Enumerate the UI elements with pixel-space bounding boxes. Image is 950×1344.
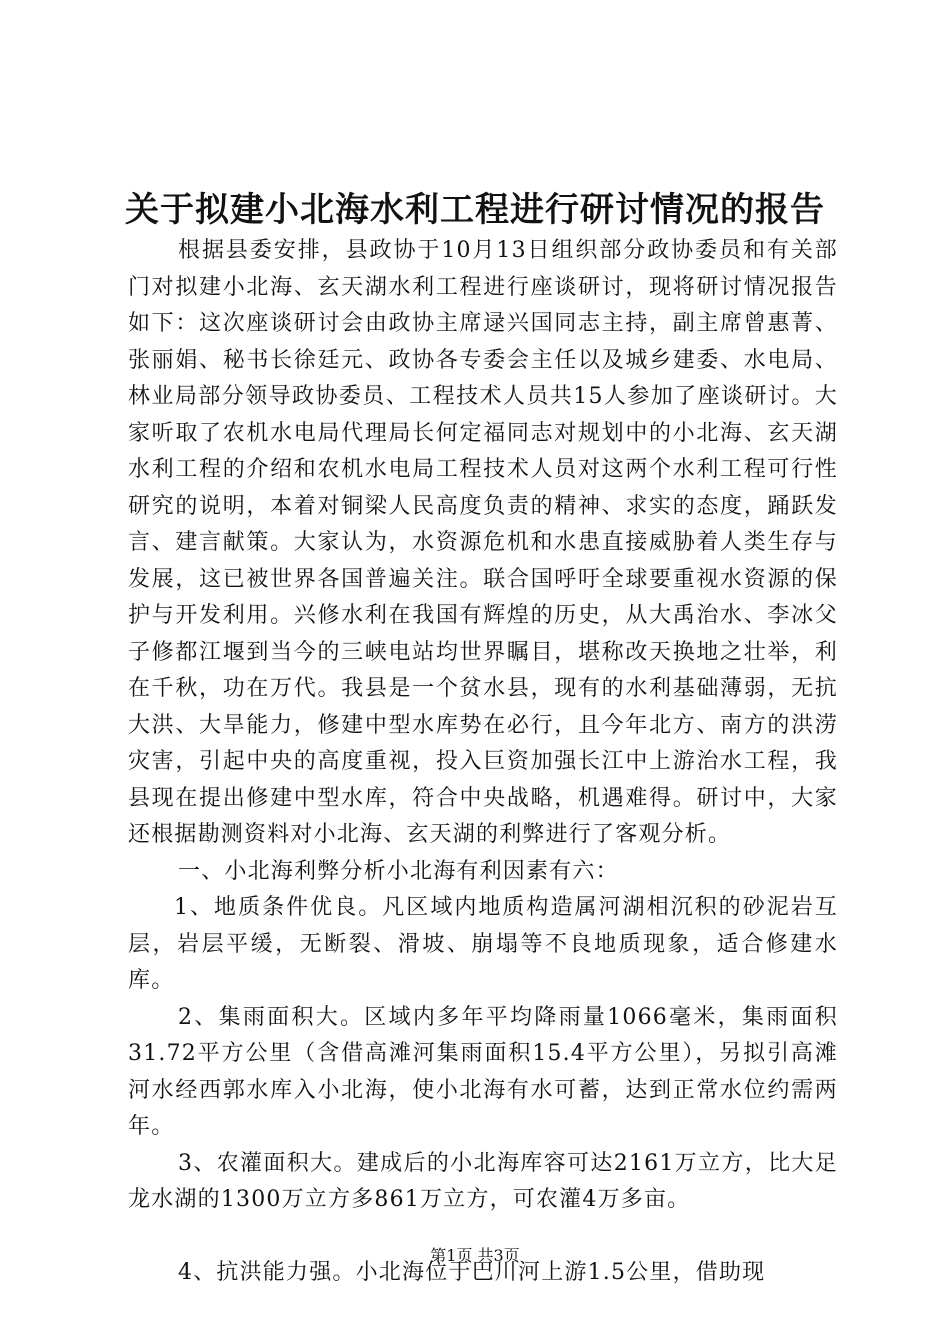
page-footer: 第1页 共3页 xyxy=(430,1246,520,1265)
document-body xyxy=(128,233,838,1291)
paragraph-section-heading: 一、小北海利弊分析小北海有利因素有六： xyxy=(178,858,619,884)
document-title: 关于拟建小北海水利工程进行研讨情况的报告 xyxy=(125,190,825,230)
paragraph-item-2: 2、集雨面积大。区域内多年平均降雨量1066毫米，集雨面积31.72平方公里（含借高滩河集雨面积15.4平方公里），另拟引高滩河水经西郭水库入小北海，使小北海有水可蓄，达到正常水位约需两年。 xyxy=(128,1004,838,1139)
paragraph-item-3: 3、农灌面积大。建成后的小北海库容可达2161万立方，比大足龙水湖的1300万立方多861万立方，可农灌4万多亩。 xyxy=(128,1150,838,1212)
paragraph-item-1: 1、地质条件优良。凡区域内地质构造属河湖相沉积的砂泥岩互层，岩层平缓，无断裂、滑坡、崩塌等不良地质现象，适合修建水库。 xyxy=(128,895,838,993)
paragraph-intro: 根据县委安排，县政协于10月13日组织部分政协委员和有关部门对拟建小北海、玄天湖水利工程进行座谈研讨，现将研讨情况报告如下：这次座谈研讨会由政协主席逯兴国同志主持，副主席曾惠菁、张丽娟、秘书长徐廷元、政协各专委会主任以及城乡建委、水电局、林业局部分领导政协委员、工程技术人员共15人参加了座谈研讨。大家听取了农机水电局代理局长何定福同志对规划中的小北海、玄天湖水利工程的介绍和农机水电局工程技术人员对这两个水利工程可行性研究的说明，本着对铜梁人民高度负责的精神、求实的态度，踊跃发言、建言献策。大家认为，水资源危机和水患直接威胁着人类生存与发展，这已被世界各国普遍关注。联合国呼吁全球要重视水资源的保护与开发利用。兴修水利在我国有辉煌的历史，从大禹治水、李冰父子修都江堰到当今的三峡电站均世界瞩目，堪称改天换地之壮举，利在千秋，功在万代。我县是一个贫水县，现有的水利基础薄弱，无抗大洪、大旱能力，修建中型水库势在必行，且今年北方、南方的洪涝灾害，引起中央的高度重视，投入巨资加强长江中上游治水工程，我县现在提出修建中型水库，符合中央战略，机遇难得。研讨中，大家还根据勘测资料对小北海、玄天湖的利弊进行了客观分析。 xyxy=(128,238,838,847)
paragraph-item-4: 4、抗洪能力强。小北海位于巴川河上游1.5公里，借助现 xyxy=(178,1259,766,1285)
